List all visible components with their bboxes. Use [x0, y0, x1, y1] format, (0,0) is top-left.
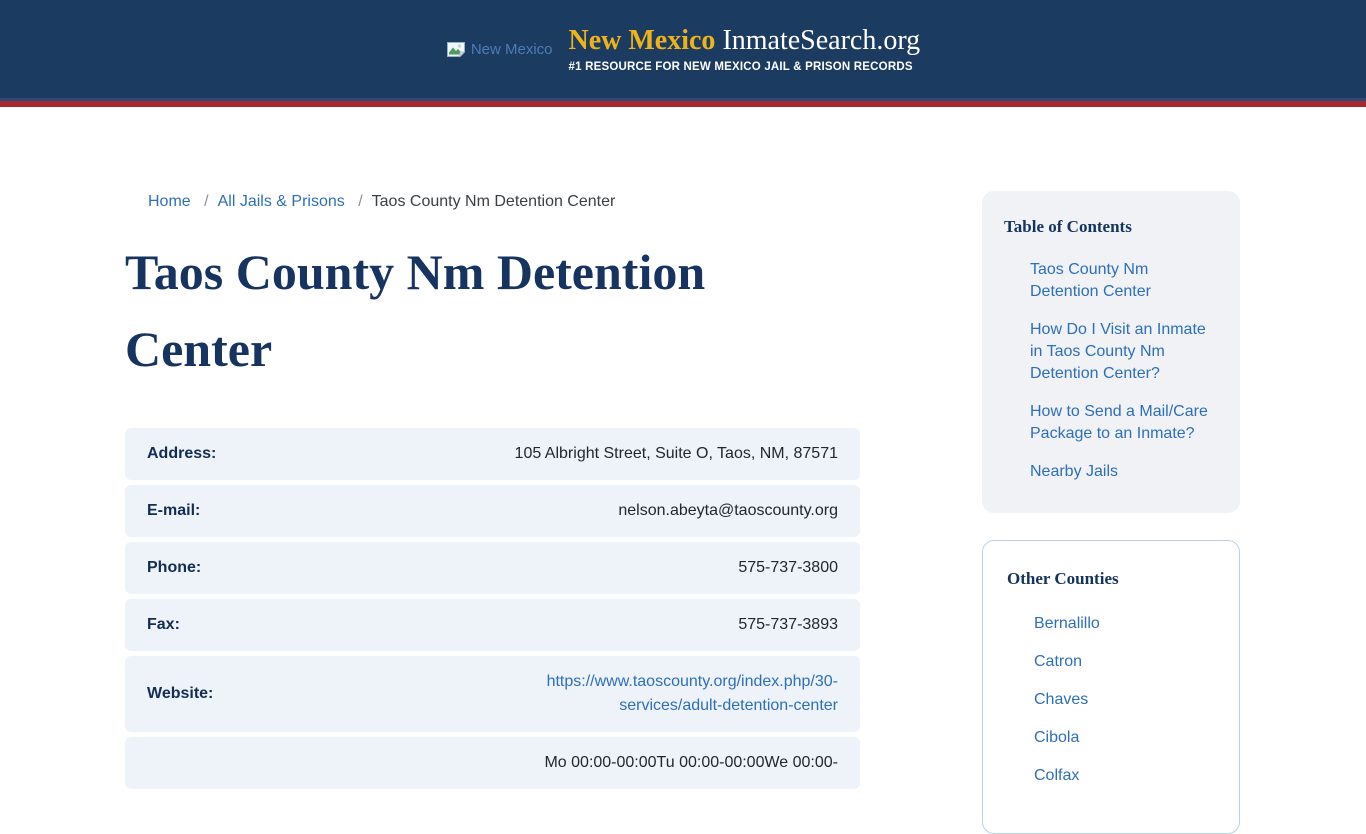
detail-value: nelson.abeyta@taoscounty.org [618, 502, 838, 519]
main-content [125, 191, 860, 834]
breadcrumb-separator: / [358, 193, 363, 210]
county-list-item [1034, 689, 1217, 711]
toc-title: Table of Contents [1004, 217, 1132, 236]
toc-list [1004, 259, 1218, 483]
detail-label: Website: [147, 685, 214, 702]
toc-list-item [1030, 319, 1210, 385]
logo-alt-text: New Mexico [470, 40, 553, 58]
detail-row [125, 542, 860, 594]
county-link[interactable]: Cibola [1034, 729, 1080, 746]
county-link[interactable]: Catron [1034, 653, 1083, 670]
toc-link[interactable]: How to Send a Mail/Care Package to an Inmate? [1030, 403, 1208, 442]
site-header [0, 0, 1366, 101]
brand-primary: New Mexico [568, 24, 716, 56]
page-title: Taos County Nm Detention Center [125, 244, 706, 377]
detail-row [125, 737, 860, 789]
detail-label: Fax: [147, 616, 180, 633]
county-list [1007, 613, 1217, 787]
detail-value: Mo 00:00-00:00Tu 00:00-00:00We 00:00- [544, 754, 838, 771]
site-tagline: #1 RESOURCE FOR NEW MEXICO JAIL & PRISON RECORDS [568, 60, 913, 73]
toc-list-item [1030, 401, 1210, 445]
detail-value: 105 Albright Street, Suite O, Taos, NM, 87571 [514, 445, 838, 462]
county-link[interactable]: Chaves [1034, 691, 1089, 708]
site-title [569, 26, 921, 56]
county-link[interactable]: Bernalillo [1034, 615, 1100, 632]
county-link[interactable]: Colfax [1034, 767, 1080, 784]
toc-list-item [1030, 259, 1210, 303]
toc-link[interactable]: How Do I Visit an Inmate in Taos County Nm Detention Center? [1030, 321, 1206, 382]
detail-row [125, 485, 860, 537]
breadcrumb-item: Taos County Nm Detention Center [371, 193, 616, 210]
detail-value: 575-737-3893 [738, 616, 838, 633]
breadcrumb-separator: / [204, 193, 209, 210]
toc-link[interactable]: Taos County Nm Detention Center [1030, 261, 1151, 300]
county-list-item [1034, 727, 1217, 749]
sidebar [982, 191, 1240, 834]
detail-row [125, 599, 860, 651]
county-list-item [1034, 613, 1217, 635]
table-of-contents-card [982, 191, 1240, 513]
header-inner [446, 26, 920, 73]
detail-label: Phone: [147, 559, 202, 576]
toc-list-item [1030, 461, 1210, 483]
detail-row [125, 428, 860, 480]
detail-label: Address: [147, 445, 217, 462]
brand-block[interactable] [569, 26, 921, 73]
detail-value: 575-737-3800 [738, 559, 838, 576]
county-list-item [1034, 651, 1217, 673]
detail-value[interactable]: https://www.taoscounty.org/index.php/30-services/adult-detention-center [546, 673, 838, 714]
breadcrumb-item[interactable]: Home [148, 193, 191, 210]
site-logo[interactable] [446, 41, 553, 58]
county-list-item [1034, 765, 1217, 787]
detail-label: E-mail: [147, 502, 201, 519]
breadcrumb [125, 191, 860, 212]
page-body [0, 107, 1366, 834]
other-counties-title: Other Counties [1007, 569, 1119, 588]
facility-details [125, 428, 860, 789]
detail-row [125, 656, 860, 732]
brand-secondary: InmateSearch.org [722, 24, 921, 56]
other-counties-card [982, 540, 1240, 834]
breadcrumb-item[interactable]: All Jails & Prisons [217, 193, 345, 210]
toc-link[interactable]: Nearby Jails [1030, 463, 1119, 480]
broken-image-icon [446, 41, 466, 58]
